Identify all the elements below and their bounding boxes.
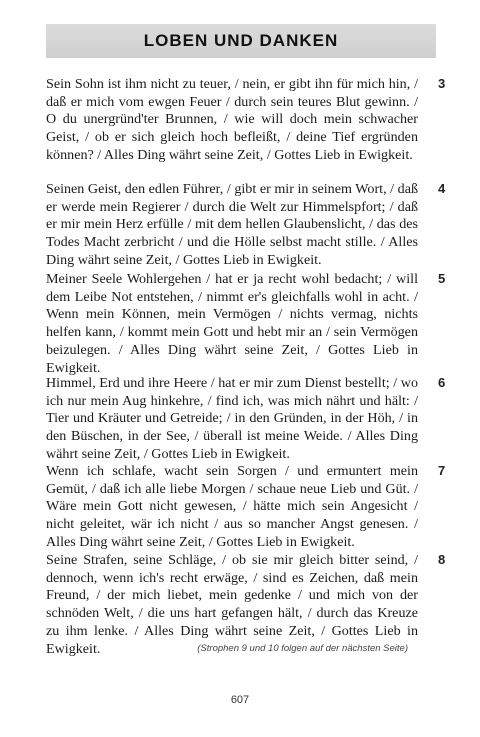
- stanza-7: [46, 463, 446, 552]
- stanza-number: 7: [438, 463, 446, 478]
- stanza-number: 3: [438, 76, 446, 91]
- stanza-number: 6: [438, 375, 446, 390]
- section-title: LOBEN UND DANKEN: [143, 31, 339, 50]
- section-header-band: [46, 24, 436, 58]
- stanza-4: [46, 181, 446, 270]
- stanza-number: 5: [438, 271, 446, 286]
- page-number: 607: [230, 694, 250, 706]
- stanza-number: 8: [438, 552, 446, 567]
- stanza-text: Seinen Geist, den edlen Führer, / gibt er mir in seinem Wort, / daß er werde mein Regierer / durch die Welt zur Himmelspfort; / daß er mir mein Herz erfülle / mit dem hellen Glaubenslicht, / das des Todes Macht zerbricht / und die Hölle selbst macht stille. / Alles Ding währt seine Zeit, / Gottes Lieb in Ewigkeit.: [46, 181, 418, 268]
- stanza-text: Seine Strafen, seine Schläge, / ob sie mir gleich bitter seind, / dennoch, wenn ich's recht erwäge, / sind es Zeichen, daß mein Freund, / der mich liebet, mein gedenke / und mich von der schnöden Welt, / die uns hart gefangen hält, / durch das Kreuze zu ihm lenke. / Alles Ding währt seine Zeit, / Gottes Lieb in Ewigkeit.: [46, 552, 418, 657]
- stanza-text: Meiner Seele Wohlergehen / hat er ja recht wohl bedacht; / will dem Leibe Not entstehen, / nimmt er's gleichfalls wohl in acht. / Wenn mein Können, mein Vermögen / nichts vermag, nichts helfen kann, / kommt mein Gott und hebt mir an / sein Vermögen beizulegen. / Alles Ding währt seine Zeit, / Gottes Lieb in Ewigkeit.: [46, 271, 418, 376]
- stanza-6: [46, 375, 446, 464]
- stanza-text: Sein Sohn ist ihm nicht zu teuer, / nein, er gibt ihn für mich hin, / daß er mich vom ewgen Feuer / durch sein teures Blut gewinn. / O du unergründ'ter Brunnen, / wie will doch mein schwacher Geist, / ob er sich gleich hoch befleißt, / deine Tief ergründen können? / Alles Ding währt seine Zeit, / Gottes Lieb in Ewigkeit.: [46, 76, 418, 163]
- stanza-number: 4: [438, 181, 446, 196]
- stanza-3: [46, 76, 446, 165]
- stanza-text: Wenn ich schlafe, wacht sein Sorgen / und ermuntert mein Gemüt, / daß ich alle liebe Morgen / schaue neue Lieb und Güt. / Wäre mein Gott nicht gewesen, / hätte mich sein Angesicht / nicht geleitet, wär ich nicht / aus so mancher Angst genesen. / Alles Ding währt seine Zeit, / Gottes Lieb in Ewigkeit.: [46, 463, 418, 550]
- stanza-text: Himmel, Erd und ihre Heere / hat er mir zum Dienst bestellt; / wo ich nur mein Aug hinkehre, / find ich, was mich nährt und hält: / Tier und Kräuter und Getreide; / in den Gründen, in der Höh, / in den Büschen, in der See, / überall ist meine Weide. / Alles Ding währt seine Zeit, / Gottes Lieb in Ewigkeit.: [46, 375, 418, 462]
- stanza-5: [46, 271, 446, 377]
- continuation-footnote: (Strophen 9 und 10 folgen auf der nächsten Seite): [197, 643, 408, 654]
